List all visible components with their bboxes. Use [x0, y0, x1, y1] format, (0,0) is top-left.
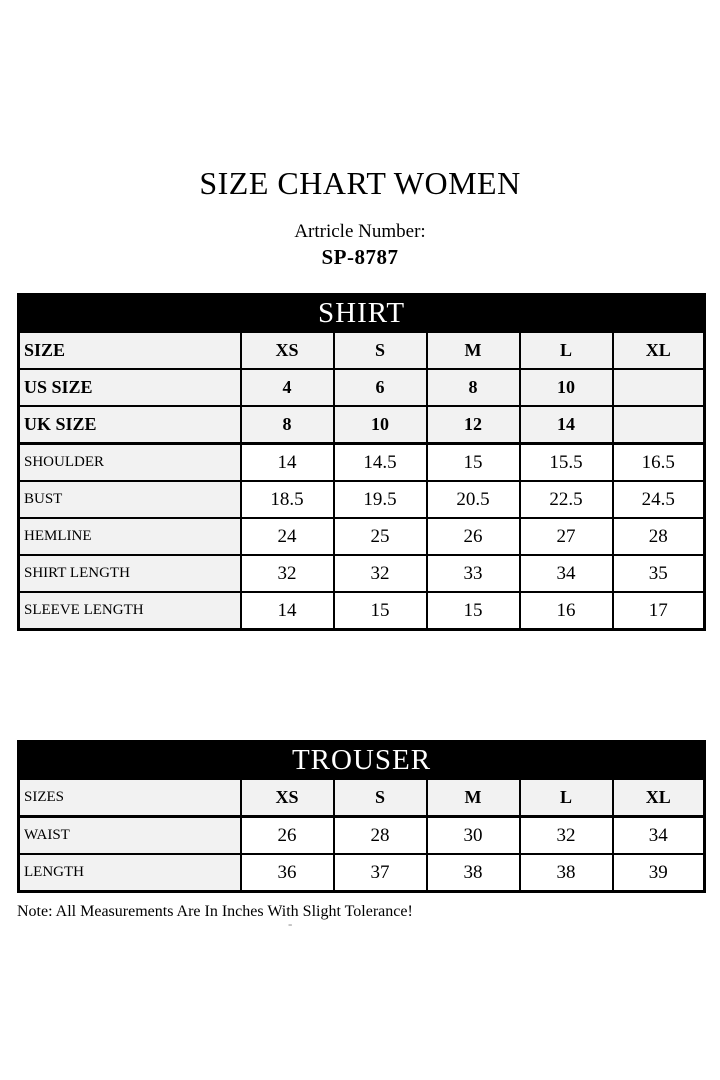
table-cell: 38	[427, 854, 520, 892]
table-cell: 34	[520, 555, 613, 592]
table-cell: XL	[613, 332, 705, 369]
table-cell: 36	[241, 854, 334, 892]
footer-dash-mark: -	[288, 916, 293, 931]
table-row	[19, 406, 705, 444]
table-cell: XL	[613, 779, 705, 817]
table-row	[19, 444, 705, 482]
table-row	[19, 481, 705, 518]
table-cell: 14	[241, 592, 334, 630]
row-label: SHOULDER	[19, 444, 241, 482]
table-cell: 37	[334, 854, 427, 892]
table-cell: 26	[241, 817, 334, 855]
row-label: UK SIZE	[19, 406, 241, 444]
shirt-size-table	[17, 293, 706, 631]
table-cell: 17	[613, 592, 705, 630]
table-row	[19, 332, 705, 369]
table-cell: 34	[613, 817, 705, 855]
table-cell: 8	[427, 369, 520, 406]
table-cell: 16	[520, 592, 613, 630]
row-label: BUST	[19, 481, 241, 518]
row-label: SIZES	[19, 779, 241, 817]
table-cell: 15.5	[520, 444, 613, 482]
table-cell: 10	[334, 406, 427, 444]
table-cell: 14.5	[334, 444, 427, 482]
row-label: HEMLINE	[19, 518, 241, 555]
table-cell: 18.5	[241, 481, 334, 518]
table-cell: L	[520, 779, 613, 817]
row-label: WAIST	[19, 817, 241, 855]
table-cell: 14	[520, 406, 613, 444]
measurement-note: Note: All Measurements Are In Inches With Slight Tolerance!	[17, 903, 413, 920]
table-cell: 26	[427, 518, 520, 555]
table-row	[19, 854, 705, 892]
table-row	[19, 369, 705, 406]
table-cell: 20.5	[427, 481, 520, 518]
table-cell: 16.5	[613, 444, 705, 482]
article-number-value: SP-8787	[321, 245, 399, 269]
page-title: SIZE CHART WOMEN	[199, 165, 521, 201]
table-cell: XS	[241, 332, 334, 369]
table-cell: 12	[427, 406, 520, 444]
row-label: LENGTH	[19, 854, 241, 892]
shirt-table-title: SHIRT	[19, 295, 705, 333]
table-cell	[613, 406, 705, 444]
table-cell: S	[334, 779, 427, 817]
table-row	[19, 592, 705, 630]
table-cell: 28	[613, 518, 705, 555]
table-cell: 28	[334, 817, 427, 855]
table-cell: 24	[241, 518, 334, 555]
table-cell: 15	[427, 444, 520, 482]
row-label: SIZE	[19, 332, 241, 369]
table-cell: 6	[334, 369, 427, 406]
shirt-band-row	[19, 295, 705, 333]
table-cell: S	[334, 332, 427, 369]
table-cell: M	[427, 332, 520, 369]
table-cell: 25	[334, 518, 427, 555]
table-cell: 38	[520, 854, 613, 892]
trouser-table-title: TROUSER	[19, 742, 705, 780]
table-cell: 30	[427, 817, 520, 855]
trouser-size-table	[17, 740, 706, 893]
table-cell: L	[520, 332, 613, 369]
table-cell: 15	[334, 592, 427, 630]
table-row	[19, 518, 705, 555]
table-row	[19, 817, 705, 855]
table-cell: 10	[520, 369, 613, 406]
table-cell: M	[427, 779, 520, 817]
table-row	[19, 779, 705, 817]
table-row	[19, 555, 705, 592]
row-label: US SIZE	[19, 369, 241, 406]
table-cell: 8	[241, 406, 334, 444]
table-cell	[613, 369, 705, 406]
row-label: SHIRT LENGTH	[19, 555, 241, 592]
table-cell: 32	[520, 817, 613, 855]
table-cell: 22.5	[520, 481, 613, 518]
table-cell: 39	[613, 854, 705, 892]
table-cell: 24.5	[613, 481, 705, 518]
table-cell: 4	[241, 369, 334, 406]
table-cell: 32	[241, 555, 334, 592]
table-cell: 15	[427, 592, 520, 630]
table-cell: 19.5	[334, 481, 427, 518]
table-cell: 14	[241, 444, 334, 482]
article-number-label: Artricle Number:	[294, 221, 426, 242]
table-cell: 27	[520, 518, 613, 555]
table-cell: XS	[241, 779, 334, 817]
row-label: SLEEVE LENGTH	[19, 592, 241, 630]
table-cell: 32	[334, 555, 427, 592]
table-cell: 35	[613, 555, 705, 592]
trouser-band-row	[19, 742, 705, 780]
table-cell: 33	[427, 555, 520, 592]
